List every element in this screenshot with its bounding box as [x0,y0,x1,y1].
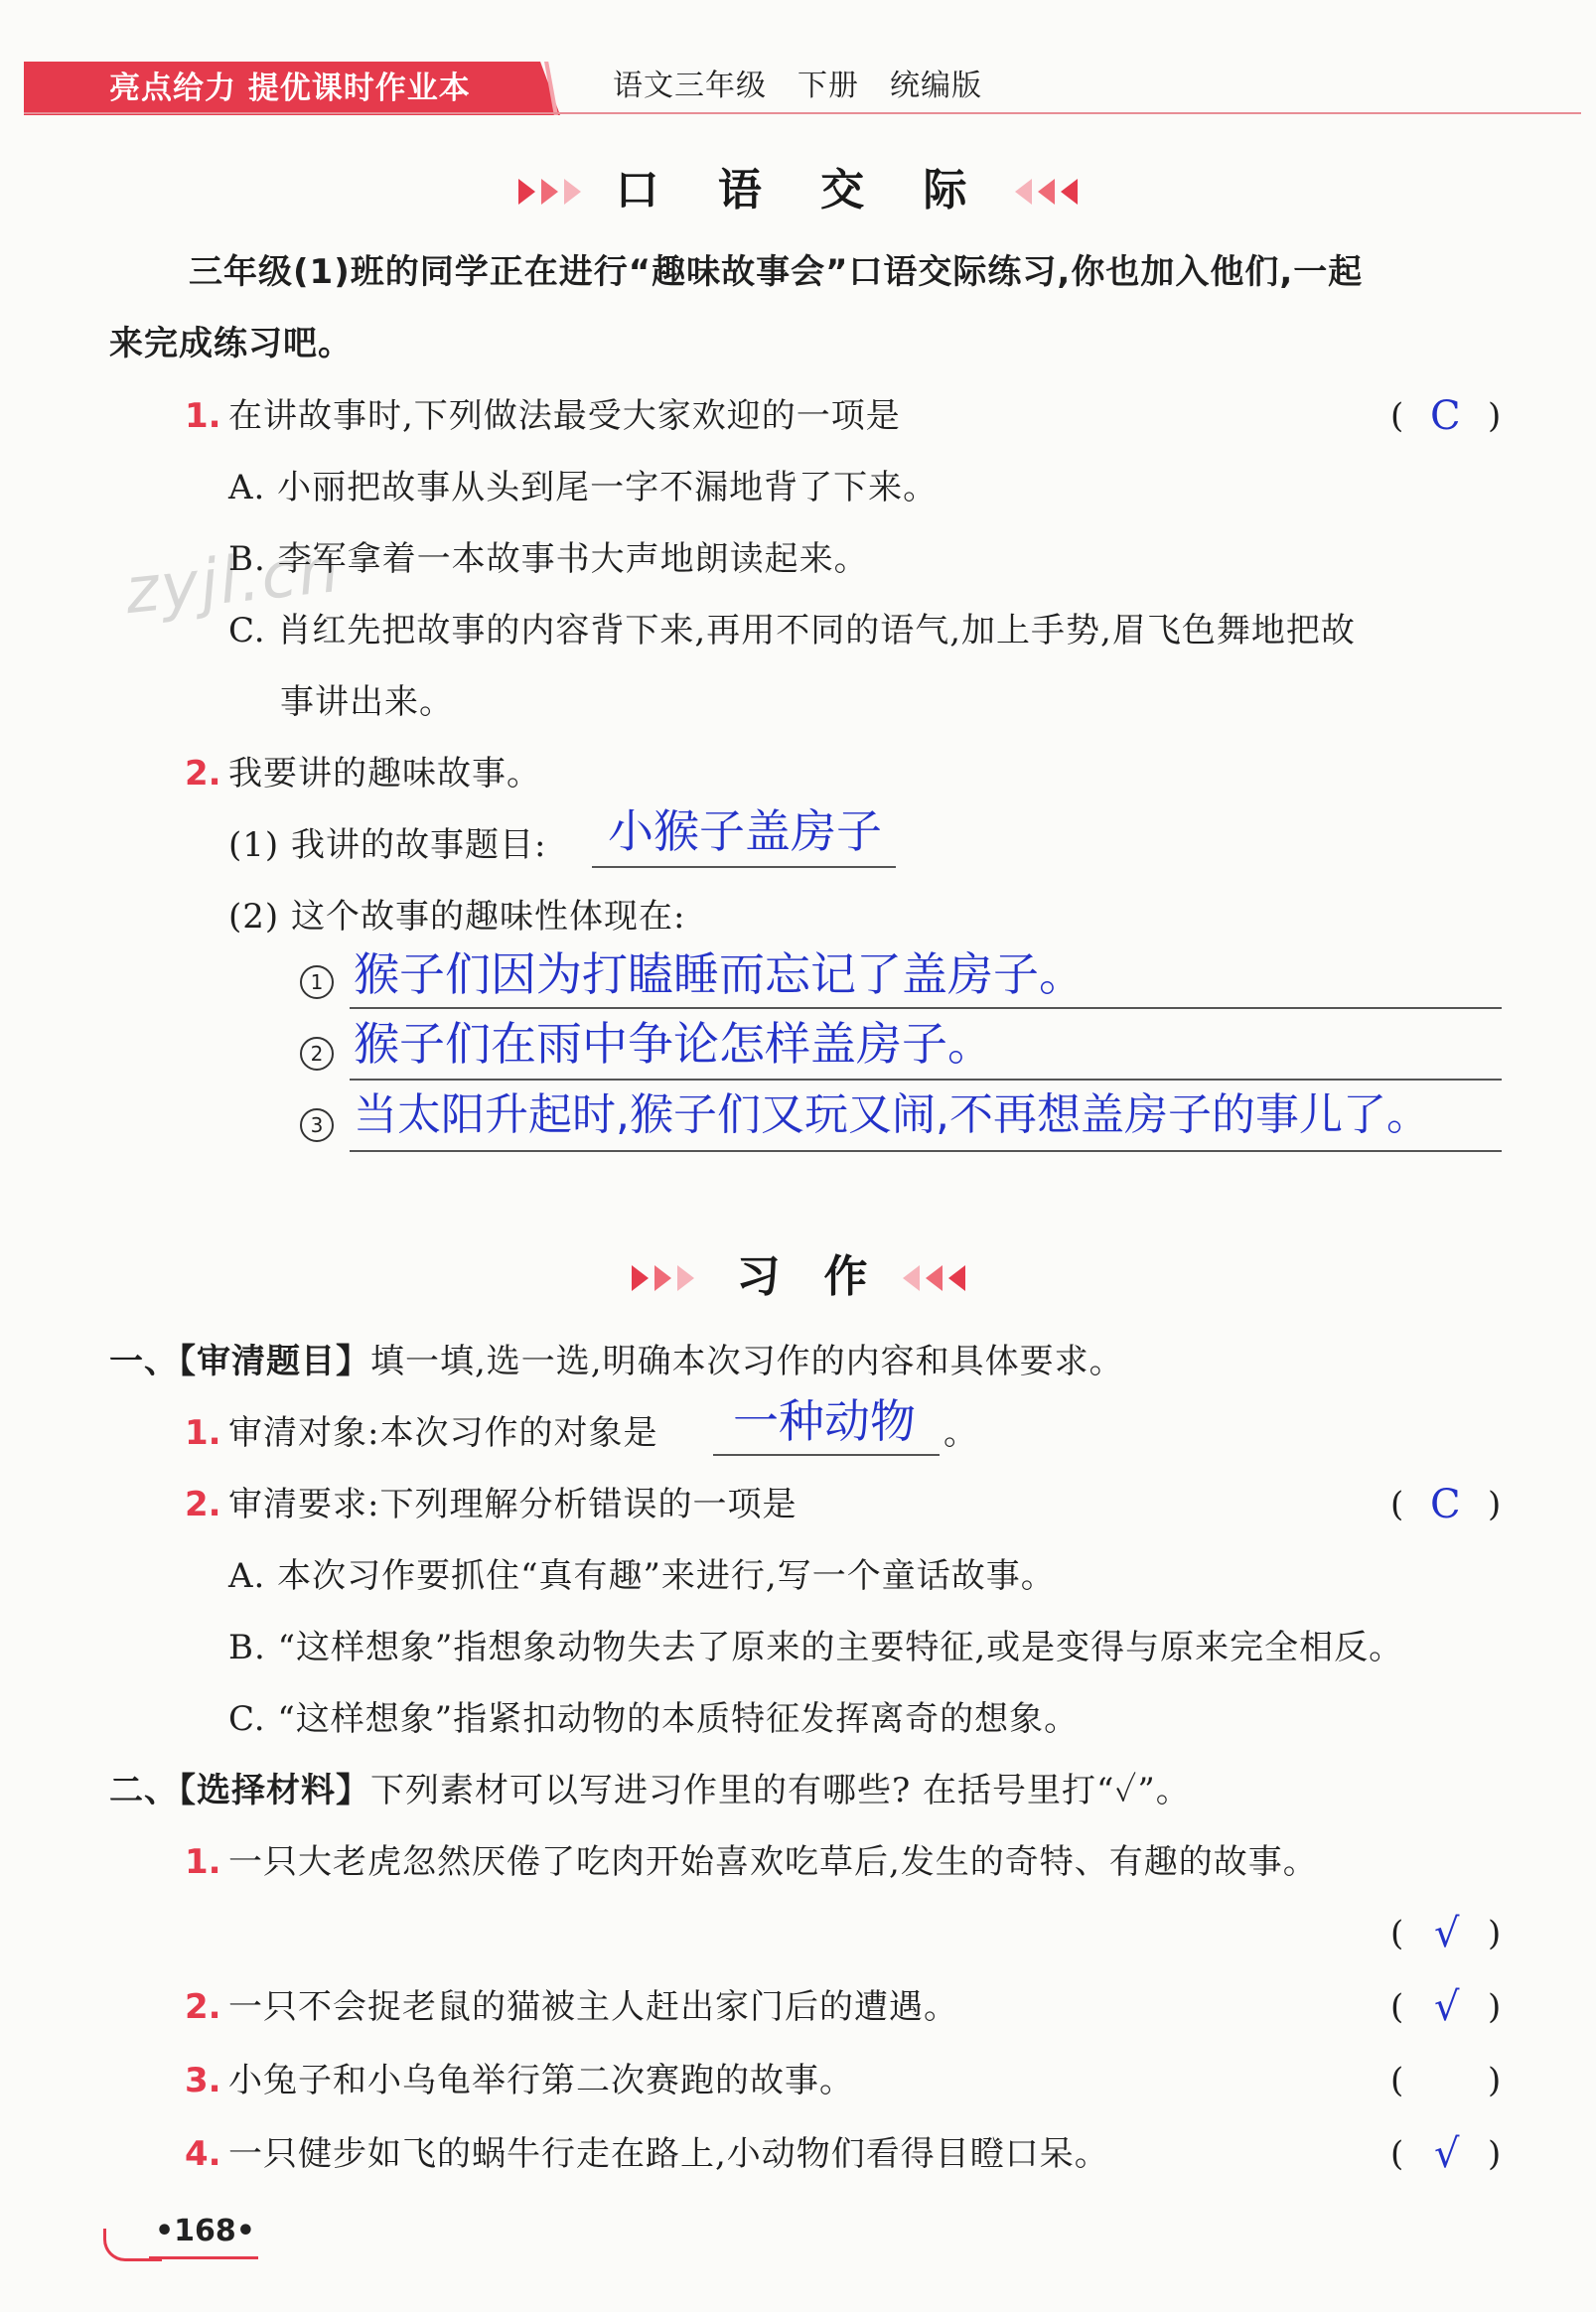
part1-q2-paren-close: ) [1488,1485,1502,1524]
watermark: zyjl.cn [121,532,345,630]
oral-title-text: 口 语 交 际 [615,165,989,216]
point-1-answer: 猴子们因为打瞌睡而忘记了盖房子。 [354,947,1085,1001]
story-title-answer: 小猴子盖房子 [608,804,882,858]
point-2-answer: 猴子们在雨中争论怎样盖房子。 [354,1017,993,1071]
part1-q1-text: 审清对象:本次习作的对象是 [228,1413,658,1453]
oral-q1-number: 1. [185,396,221,436]
part1-q2-number: 2. [185,1485,221,1524]
object-answer: 一种动物 [733,1394,916,1448]
oral-q1-paren-close: ) [1488,396,1502,436]
oral-q1-answer: C [1430,393,1461,439]
item-2-paren-close: ) [1488,1987,1502,2027]
part1-q2-option-b: B. “这样想象”指想象动物失去了原来的主要特征,或是变得与原来完全相反。 [228,1628,1404,1667]
writing-title-text: 习 作 [736,1251,868,1302]
item-4-check: √ [1434,2131,1460,2177]
point-3-marker: 3 [300,1108,334,1142]
part2-heading [109,1768,1191,1813]
oral-q2-number: 2. [185,754,221,794]
part1-q1-number: 1. [185,1413,221,1453]
oral-q1-option-c-line1: C. 肖红先把故事的内容背下来,再用不同的语气,加上手势,眉飞色舞地把故 [228,611,1356,650]
oral-q2-text: 我要讲的趣味故事。 [228,754,541,794]
header-rule [24,112,1581,114]
point-1-marker: 1 [300,965,334,999]
part2-rest: 下列素材可以写进习作里的有哪些? 在括号里打“✓”。 [370,1771,1191,1810]
part1-q2-paren-open: ( [1390,1485,1404,1524]
right-arrows-icon [515,161,584,220]
item-1-check: √ [1434,1911,1460,1956]
writing-section-title [0,1245,1596,1307]
oral-q1-option-a: A. 小丽把故事从头到尾一字不漏地背了下来。 [228,468,939,507]
part2-item-2-number: 2. [185,1987,221,2027]
part2-bold: 【选择材料】 [179,1771,370,1810]
item-2-check: √ [1434,1984,1460,2030]
oral-q1-text: 在讲故事时,下列做法最受大家欢迎的一项是 [228,396,901,436]
oral-q1-paren-open: ( [1390,396,1404,436]
part2-item-4-text: 一只健步如飞的蜗牛行走在路上,小动物们看得目瞪口呆。 [228,2134,1109,2174]
oral-q1-option-b: B. 李军拿着一本故事书大声地朗读起来。 [228,539,869,579]
right-arrows-icon [629,1247,697,1307]
part1-rest: 填一填,选一选,明确本次习作的内容和具体要求。 [370,1342,1124,1381]
part1-q2-option-c: C. “这样想象”指紧扣动物的本质特征发挥离奇的想象。 [228,1699,1080,1739]
part1-prefix: 一、 [109,1342,179,1381]
oral-q1-option-c-line2: 事讲出来。 [280,682,454,722]
part2-item-1-number: 1. [185,1842,221,1882]
part1-q2-option-a: A. 本次习作要抓住“真有趣”来进行,写一个童话故事。 [228,1556,1056,1596]
point-3-answer: 当太阳升起时,猴子们又玩又闹,不再想盖房子的事儿了。 [354,1089,1430,1140]
part2-item-4-number: 4. [185,2134,221,2174]
left-arrows-icon [900,1247,968,1307]
oral-intro-line2: 来完成练习吧。 [109,324,353,363]
item-3-paren-close: ) [1488,2061,1502,2100]
part1-q2-answer: C [1430,1482,1461,1527]
item-4-paren-open: ( [1390,2134,1404,2174]
page-number: •168• [155,2214,255,2248]
part1-heading [109,1339,1124,1384]
part2-item-3-number: 3. [185,2061,221,2100]
part2-item-1-text: 一只大老虎忽然厌倦了吃肉开始喜欢吃草后,发生的奇特、有趣的故事。 [228,1842,1318,1882]
part1-q2-text: 审清要求:下列理解分析错误的一项是 [228,1485,798,1524]
part2-prefix: 二、 [109,1771,179,1810]
oral-intro-line1: 三年级(1)班的同学正在进行“趣味故事会”口语交际练习,你也加入他们,一起 [189,252,1364,292]
item-1-paren-close: ) [1488,1914,1502,1953]
part1-q1-end: 。 [943,1413,978,1453]
item-3-paren-open: ( [1390,2061,1404,2100]
point-2-marker: 2 [300,1037,334,1071]
oral-q2-sub2-label: (2) 这个故事的趣味性体现在: [228,897,686,937]
part2-item-3-text: 小兔子和小乌龟举行第二次赛跑的故事。 [228,2061,854,2100]
book-info: 语文三年级 下册 统编版 [613,69,982,103]
item-2-paren-open: ( [1390,1987,1404,2027]
left-arrows-icon [1012,161,1081,220]
oral-q2-sub1-label: (1) 我讲的故事题目: [228,825,547,865]
brand-title: 亮点给力 提优课时作业本 [109,71,471,106]
part1-bold: 【审清题目】 [179,1342,370,1381]
item-1-paren-open: ( [1390,1914,1404,1953]
part2-item-2-text: 一只不会捉老鼠的猫被主人赶出家门后的遭遇。 [228,1987,958,2027]
footer-rule [149,2256,258,2259]
item-4-paren-close: ) [1488,2134,1502,2174]
oral-section-title [0,159,1596,220]
